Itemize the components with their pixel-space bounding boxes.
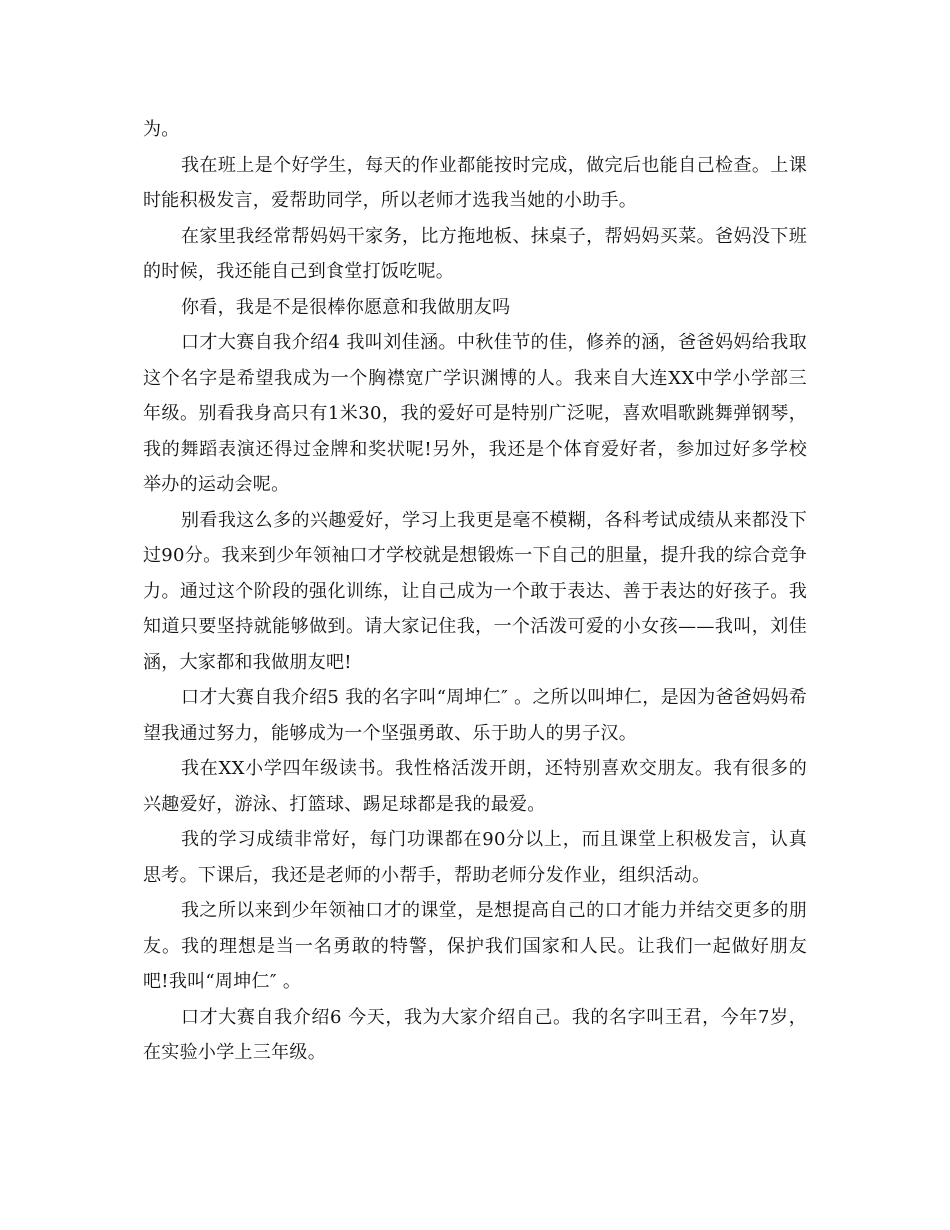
paragraph: 为。 [143, 119, 180, 140]
paragraph: 口才大赛自我介绍4 我叫刘佳涵。中秋佳节的佳，修养的涵，爸爸妈妈给我取这个名字是希望我成为一个胸襟宽广学识渊博的人。我来自大连XX中学小学部三年级。别看我身高只有1米30，我的爱好可是特别广泛呢，喜欢唱歌跳舞弹钢琴，我的舞蹈表演还得过金牌和奖状呢!另外，我还是个体育爱好者，参加过好多学校举办的运动会呢。 [143, 332, 807, 495]
paragraph: 我之所以来到少年领袖口才的课堂，是想提高自己的口才能力并结交更多的朋友。我的理想是当一名勇敢的特警，保护我们国家和人民。让我们一起做好朋友吧!我叫“周坤仁″ 。 [143, 900, 807, 992]
paragraph: 你看，我是不是很棒你愿意和我做朋友吗 [181, 296, 511, 318]
paragraph: 我在XX小学四年级读书。我性格活泼开朗，还特别喜欢交朋友。我有很多的兴趣爱好，游泳、打篮球、踢足球都是我的最爱。 [143, 758, 807, 815]
paragraph: 我在班上是个好学生，每天的作业都能按时完成，做完后也能自己检查。上课时能积极发言，爱帮助同学，所以老师才选我当她的小助手。 [143, 154, 807, 211]
document-body [143, 112, 807, 1071]
paragraph: 我的学习成绩非常好，每门功课都在90分以上，而且课堂上积极发言，认真思考。下课后，我还是老师的小帮手，帮助老师分发作业，组织活动。 [143, 829, 807, 886]
paragraph: 口才大赛自我介绍6 今天，我为大家介绍自己。我的名字叫王君，今年7岁，在实验小学上三年级。 [143, 1006, 807, 1063]
paragraph: 口才大赛自我介绍5 我的名字叫“周坤仁″ 。之所以叫坤仁，是因为爸爸妈妈希望我通过努力，能够成为一个坚强勇敢、乐于助人的男子汉。 [143, 687, 807, 744]
paragraph: 别看我这么多的兴趣爱好，学习上我更是毫不模糊，各科考试成绩从来都没下过90分。我来到少年领袖口才学校就是想锻炼一下自己的胆量，提升我的综合竞争力。通过这个阶段的强化训练，让自己成为一个敢于表达、善于表达的好孩子。我知道只要坚持就能够做到。请大家记住我，一个活泼可爱的小女孩——我叫，刘佳涵，大家都和我做朋友吧! [143, 509, 808, 673]
paragraph: 在家里我经常帮妈妈干家务，比方拖地板、抹桌子，帮妈妈买菜。爸妈没下班的时候，我还能自己到食堂打饭吃呢。 [143, 225, 807, 282]
